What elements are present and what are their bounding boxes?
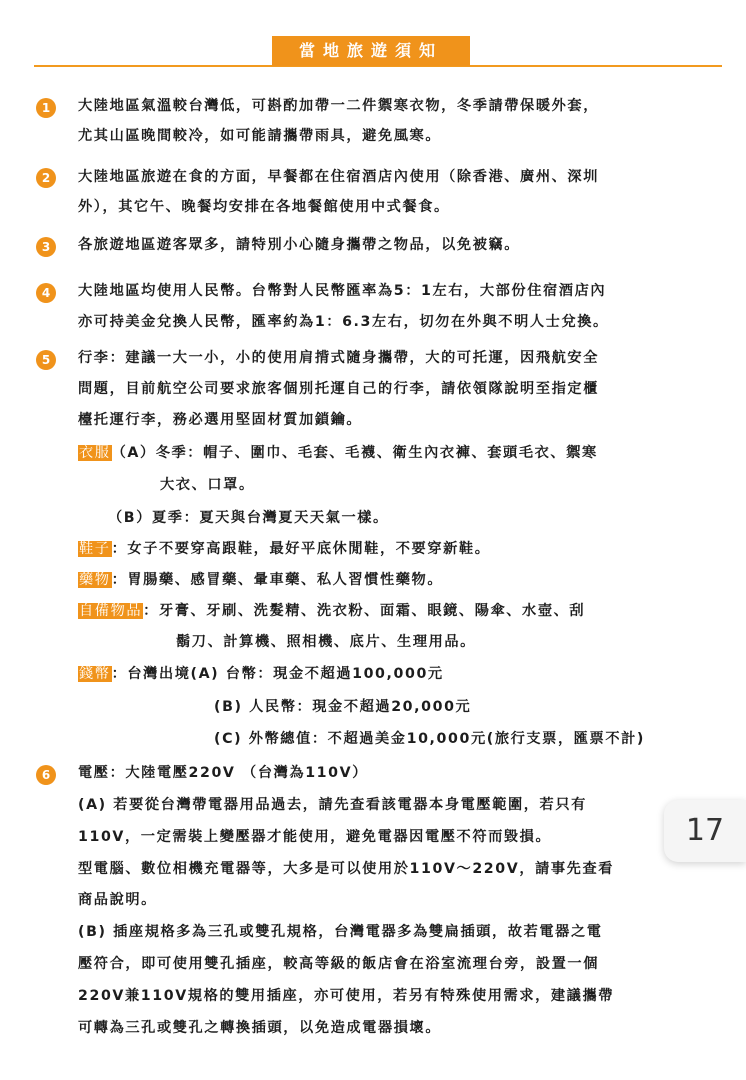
item-2-line-1: 大陸地區旅遊在食的方面，早餐都在住宿酒店內使用（除香港、廣州、深圳 bbox=[78, 169, 599, 185]
voltage-line-2: 110V，一定需裝上變壓器才能使用，避免電器因電壓不符而毀損。 bbox=[78, 829, 552, 845]
item-6-line-1: 電壓：大陸電壓220V （台灣為110V） bbox=[78, 765, 368, 781]
shoes-line bbox=[78, 539, 490, 559]
voltage-line-3: 型電腦、數位相機充電器等，大多是可以使用於110V～220V，請事先查看 bbox=[78, 861, 615, 877]
clothes-winter: （A）冬季：帽子、圍巾、毛套、毛襪、衛生內衣褲、套頭毛衣、禦寒 bbox=[111, 445, 598, 461]
page-title: 當地旅遊須知 bbox=[272, 36, 470, 66]
item-4-line-2: 亦可持美金兌換人民幣，匯率約為1：6.3左右，切勿在外與不明人士兌換。 bbox=[78, 314, 609, 330]
voltage-line-8: 可轉為三孔或雙孔之轉換插頭，以免造成電器損壞。 bbox=[78, 1020, 442, 1036]
title-bar bbox=[0, 36, 746, 68]
voltage-line-5: (B) 插座規格多為三孔或雙孔規格，台灣電器多為雙扁插頭，故若電器之電 bbox=[78, 924, 603, 940]
personal-items-line-2: 鬍刀、計算機、照相機、底片、生理用品。 bbox=[176, 634, 476, 650]
item-number-badge: 6 bbox=[36, 765, 56, 785]
item-1-line-1: 大陸地區氣溫較台灣低，可斟酌加帶一二件禦寒衣物，冬季請帶保暖外套， bbox=[78, 98, 599, 114]
item-3-line-1: 各旅遊地區遊客眾多，請特別小心隨身攜帶之物品，以免被竊。 bbox=[78, 237, 521, 253]
clothes-tag: 衣服 bbox=[79, 445, 111, 461]
item-number-badge: 4 bbox=[36, 283, 56, 303]
item-number-badge: 3 bbox=[36, 237, 56, 257]
voltage-line-4: 商品說明。 bbox=[78, 892, 157, 908]
shoes-text: ：女子不要穿高跟鞋，最好平底休閒鞋，不要穿新鞋。 bbox=[111, 541, 491, 557]
personal-items-tag: 自備物品 bbox=[79, 603, 143, 619]
item-number-badge: 5 bbox=[36, 350, 56, 370]
item-number-badge: 1 bbox=[36, 98, 56, 118]
item-2-line-2: 外），其它午、晚餐均安排在各地餐館使用中式餐食。 bbox=[78, 199, 450, 215]
money-twd: ：台灣出境(A) 台幣：現金不超過100,000元 bbox=[111, 666, 444, 682]
item-5-line-2: 問題，目前航空公司要求旅客個別托運自己的行李，請依領隊說明至指定櫃 bbox=[78, 381, 599, 397]
page-number-badge[interactable]: 17 bbox=[664, 800, 746, 862]
item-5-line-3: 檯托運行李，務必選用堅固材質加鎖鑰。 bbox=[78, 412, 363, 428]
money-tag: 錢幣 bbox=[79, 666, 111, 682]
item-number-badge: 2 bbox=[36, 168, 56, 188]
personal-items-text: ：牙膏、牙刷、洗髮精、洗衣粉、面霜、眼鏡、陽傘、水壺、刮 bbox=[143, 603, 586, 619]
money-line-b: (B) 人民幣：現金不超過20,000元 bbox=[214, 699, 472, 715]
money-line-a bbox=[78, 664, 444, 684]
medicine-line bbox=[78, 570, 443, 590]
medicine-text: ：胃腸藥、感冒藥、暈車藥、私人習慣性藥物。 bbox=[111, 572, 444, 588]
clothes-line-a bbox=[78, 443, 598, 463]
clothes-line-b: （B）夏季：夏天與台灣夏天天氣一樣。 bbox=[108, 510, 389, 526]
item-1-line-2: 尤其山區晚間較冷，如可能請攜帶雨具，避免風寒。 bbox=[78, 128, 442, 144]
medicine-tag: 藥物 bbox=[79, 572, 111, 588]
item-4-line-1: 大陸地區均使用人民幣。台幣對人民幣匯率為5：1左右，大部份住宿酒店內 bbox=[78, 283, 607, 299]
clothes-line-a2: 大衣、口罩。 bbox=[160, 477, 255, 493]
voltage-line-7: 220V兼110V規格的雙用插座，亦可使用，若另有特殊使用需求，建議攜帶 bbox=[78, 988, 615, 1004]
voltage-line-6: 壓符合，即可使用雙孔插座，較高等級的飯店會在浴室流理台旁，設置一個 bbox=[78, 956, 599, 972]
item-5-line-1: 行李：建議一大一小，小的使用肩揹式隨身攜帶，大的可托運，因飛航安全 bbox=[78, 350, 599, 366]
personal-items-line bbox=[78, 601, 585, 621]
voltage-line-1: (A) 若要從台灣帶電器用品過去，請先查看該電器本身電壓範圍，若只有 bbox=[78, 797, 587, 813]
money-line-c: (C) 外幣總值：不超過美金10,000元(旅行支票，匯票不計) bbox=[214, 731, 645, 747]
shoes-tag: 鞋子 bbox=[79, 541, 111, 557]
